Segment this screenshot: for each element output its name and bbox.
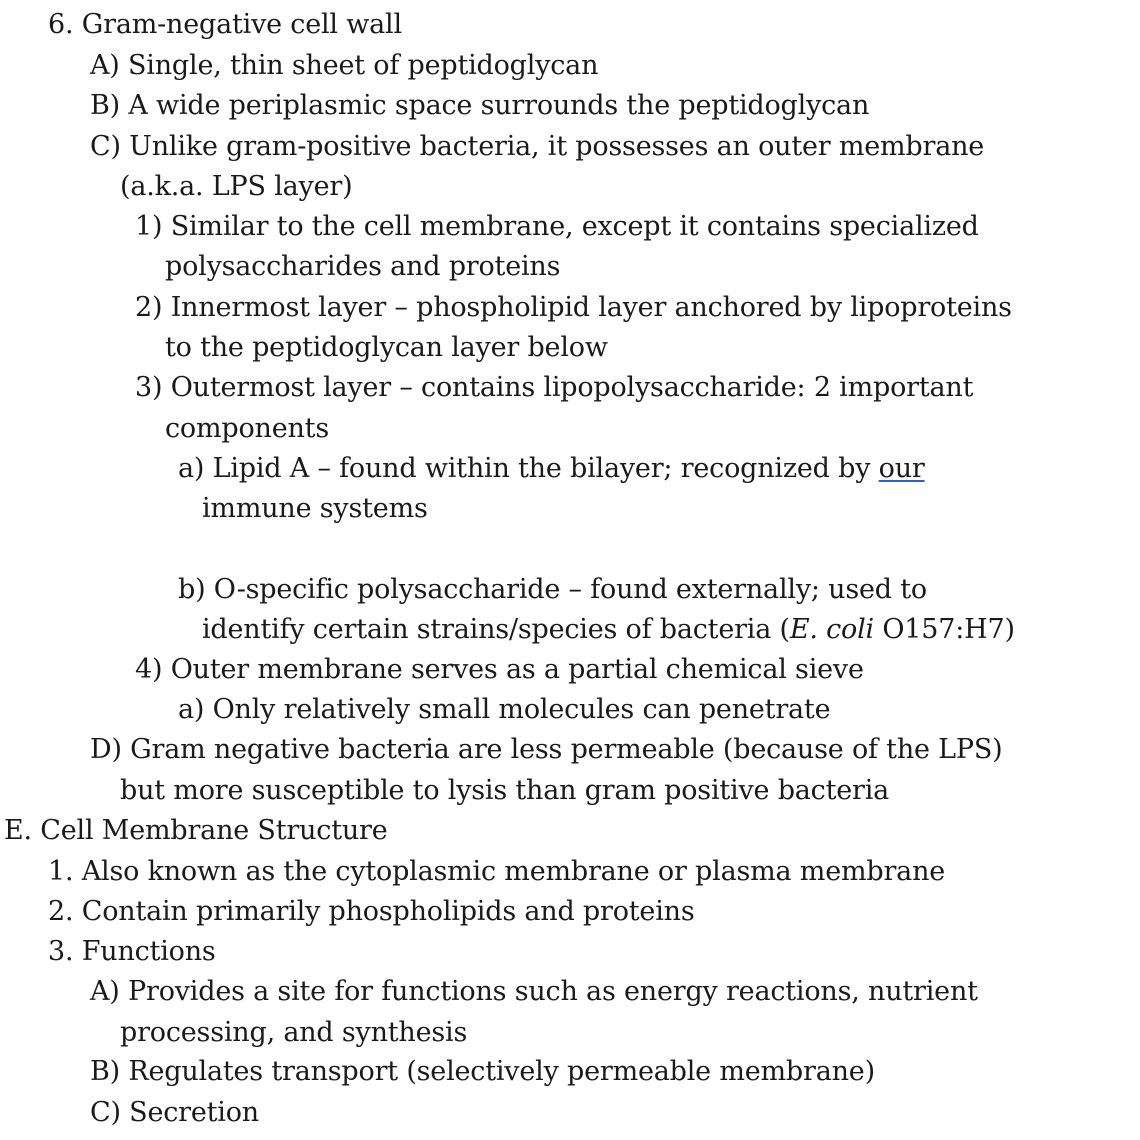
strain-name: O157:H7)	[873, 614, 1015, 645]
outline-item-6c: C) Unlike gram-positive bacteria, it possesses an outer membrane	[90, 131, 985, 162]
outline-item-e3b: B) Regulates transport (selectively permeable membrane)	[90, 1056, 875, 1087]
outline-item-6c3-cont: components	[165, 413, 329, 444]
outline-item-6c2: 2) Innermost layer – phospholipid layer anchored by lipoproteins	[135, 292, 1012, 323]
underlined-word-our: our	[878, 453, 925, 484]
outline-item-6c1: 1) Similar to the cell membrane, except it contains specialized	[135, 211, 979, 242]
outline-item-6c3a	[178, 452, 925, 486]
section-heading-e: E. Cell Membrane Structure	[4, 815, 388, 846]
species-name: E. coli	[789, 614, 874, 645]
outline-item-e1: 1. Also known as the cytoplasmic membrane or plasma membrane	[48, 856, 946, 887]
outline-item-6c1-cont: polysaccharides and proteins	[165, 251, 561, 282]
outline-item-6c3: 3) Outermost layer – contains lipopolysaccharide: 2 important	[135, 372, 974, 403]
outline-item-6c3b-cont	[202, 613, 1015, 647]
outline-item-6d-cont: but more susceptible to lysis than gram positive bacteria	[120, 775, 890, 806]
outline-item-6c3b: b) O-specific polysaccharide – found externally; used to	[178, 574, 927, 605]
outline-item-6c2-cont: to the peptidoglycan layer below	[165, 332, 608, 363]
outline-item-6c-cont: (a.k.a. LPS layer)	[120, 171, 353, 202]
outline-item-e3a: A) Provides a site for functions such as energy reactions, nutrient	[90, 976, 978, 1007]
outline-item-6c3a-cont: immune systems	[202, 493, 428, 524]
outline-item-6a: A) Single, thin sheet of peptidoglycan	[90, 50, 599, 81]
outline-item-e3: 3. Functions	[48, 936, 216, 967]
outline-item-6: 6. Gram-negative cell wall	[48, 9, 402, 40]
outline-item-6c3b-text: identify certain strains/species of bacteria (	[202, 614, 790, 645]
outline-item-6c4: 4) Outer membrane serves as a partial chemical sieve	[135, 654, 864, 685]
outline-item-6c4a: a) Only relatively small molecules can penetrate	[178, 694, 831, 725]
outline-item-e3a-cont: processing, and synthesis	[120, 1017, 468, 1048]
outline-item-e3c: C) Secretion	[90, 1097, 259, 1128]
outline-item-6b: B) A wide periplasmic space surrounds the peptidoglycan	[90, 90, 870, 121]
outline-item-6d: D) Gram negative bacteria are less permeable (because of the LPS)	[90, 734, 1003, 765]
outline-item-e2: 2. Contain primarily phospholipids and proteins	[48, 896, 695, 927]
outline-item-6c3a-text: a) Lipid A – found within the bilayer; recognized by	[178, 453, 879, 484]
